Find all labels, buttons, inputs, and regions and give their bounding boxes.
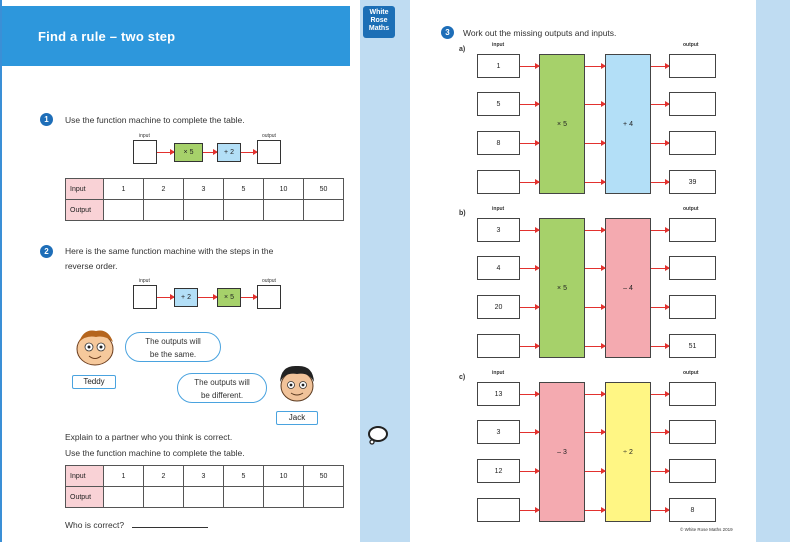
- q1-input-box[interactable]: [133, 140, 157, 164]
- table-cell: 5: [224, 466, 264, 487]
- teddy-name-tag: Teddy: [72, 375, 116, 389]
- arrow-icon: [520, 104, 539, 105]
- table-cell: 50: [304, 466, 344, 487]
- arrow-icon: [585, 307, 605, 308]
- answer-output-cell[interactable]: [669, 256, 716, 280]
- answer-output-cell[interactable]: [669, 54, 716, 78]
- q3-output-label: output: [683, 42, 699, 48]
- answer-line[interactable]: [132, 527, 208, 528]
- arrow-icon: [520, 394, 539, 395]
- table-row: [66, 487, 344, 508]
- arrow-icon: [157, 152, 174, 153]
- right-margin-strip: [756, 0, 790, 542]
- question-number-2: 2: [40, 245, 53, 258]
- arrow-icon: [651, 66, 669, 67]
- answer-output-cell[interactable]: [669, 131, 716, 155]
- arrow-icon: [585, 66, 605, 67]
- page-title: Find a rule – two step: [38, 29, 176, 44]
- arrow-icon: [520, 471, 539, 472]
- q1-table: [65, 178, 344, 221]
- arrow-icon: [651, 432, 669, 433]
- answer-cell[interactable]: [264, 487, 304, 508]
- center-gutter: [360, 0, 410, 542]
- jack-name-tag: Jack: [276, 411, 318, 425]
- teddy-speech-line2: be the same.: [149, 350, 197, 359]
- arrow-icon: [585, 268, 605, 269]
- input-cell: 1: [477, 54, 520, 78]
- question-number-1: 1: [40, 113, 53, 126]
- arrow-icon: [585, 143, 605, 144]
- input-cell: 5: [477, 92, 520, 116]
- arrow-icon: [651, 182, 669, 183]
- q2-use-text: Use the function machine to complete the table.: [65, 448, 245, 458]
- function-step-1: – 3: [539, 382, 585, 522]
- q2-input-box[interactable]: [133, 285, 157, 309]
- answer-cell[interactable]: [104, 200, 144, 221]
- jack-speech-bubble: [177, 373, 267, 403]
- teddy-speech-line1: The outputs will: [145, 337, 201, 346]
- function-step-1: × 5: [539, 54, 585, 194]
- arrow-icon: [520, 432, 539, 433]
- table-cell: 2: [144, 466, 184, 487]
- arrow-icon: [585, 394, 605, 395]
- table-cell: 1: [104, 466, 144, 487]
- q2-step-add: + 2: [174, 288, 198, 307]
- input-cell: 3: [477, 218, 520, 242]
- answer-output-cell[interactable]: [669, 420, 716, 444]
- answer-cell[interactable]: [224, 200, 264, 221]
- answer-output-cell[interactable]: [669, 295, 716, 319]
- q1-row-input-label: Input: [66, 179, 104, 200]
- jack-speech-line2: be different.: [200, 391, 244, 400]
- teddy-speech-bubble: [125, 332, 221, 362]
- answer-output-cell[interactable]: [669, 459, 716, 483]
- arrow-icon: [241, 152, 257, 153]
- q1-output-label: output: [262, 133, 276, 139]
- q2-instruction-line2: reverse order.: [65, 261, 118, 271]
- answer-cell[interactable]: [144, 487, 184, 508]
- table-row: [66, 200, 344, 221]
- arrow-icon: [520, 230, 539, 231]
- q2-explain-text: Explain to a partner who you think is correct.: [65, 432, 233, 442]
- logo-text-2: Rose: [370, 17, 388, 24]
- q1-input-label: input: [139, 133, 150, 139]
- jack-speech-line1: The outputs will: [194, 378, 250, 387]
- question-number-3: 3: [441, 26, 454, 39]
- answer-output-cell[interactable]: [669, 92, 716, 116]
- answer-output-cell[interactable]: [669, 382, 716, 406]
- arrow-icon: [651, 143, 669, 144]
- q2-output-label: output: [262, 278, 276, 284]
- q2-instruction-line1: Here is the same function machine with the steps in the: [65, 246, 274, 256]
- arrow-icon: [651, 471, 669, 472]
- logo-text-3: Maths: [368, 25, 390, 32]
- answer-cell[interactable]: [184, 487, 224, 508]
- arrow-icon: [585, 346, 605, 347]
- table-cell: 2: [144, 179, 184, 200]
- q2-row-output-label: Output: [66, 487, 104, 508]
- table-cell: 3: [184, 179, 224, 200]
- q2-step-multiply: × 5: [217, 288, 241, 307]
- copyright-footer: © White Rose Maths 2019: [680, 527, 733, 532]
- arrow-icon: [520, 268, 539, 269]
- function-step-2: – 4: [605, 218, 651, 358]
- arrow-icon: [651, 510, 669, 511]
- white-rose-logo: [363, 6, 395, 38]
- q3-output-label: output: [683, 370, 699, 376]
- arrow-icon: [520, 182, 539, 183]
- output-cell: 51: [669, 334, 716, 358]
- q3-part-label: c): [459, 374, 466, 381]
- arrow-icon: [520, 143, 539, 144]
- q1-row-output-label: Output: [66, 200, 104, 221]
- q3-input-label: input: [492, 206, 505, 212]
- jack-face-icon: [275, 362, 319, 404]
- arrow-icon: [520, 510, 539, 511]
- arrow-icon: [203, 152, 217, 153]
- q1-output-box[interactable]: [257, 140, 281, 164]
- answer-output-cell[interactable]: [669, 218, 716, 242]
- function-step-2: + 4: [605, 54, 651, 194]
- function-step-2: ÷ 2: [605, 382, 651, 522]
- answer-cell[interactable]: [104, 487, 144, 508]
- table-cell: 3: [184, 466, 224, 487]
- arrow-icon: [651, 268, 669, 269]
- table-cell: 10: [264, 179, 304, 200]
- arrow-icon: [520, 307, 539, 308]
- table-cell: 1: [104, 179, 144, 200]
- arrow-icon: [651, 307, 669, 308]
- q2-table: [65, 465, 344, 508]
- input-cell: 8: [477, 131, 520, 155]
- q2-input-label: input: [139, 278, 150, 284]
- q2-row-input-label: Input: [66, 466, 104, 487]
- q1-step-add: + 2: [217, 143, 241, 162]
- arrow-icon: [651, 104, 669, 105]
- arrow-icon: [520, 66, 539, 67]
- arrow-icon: [520, 346, 539, 347]
- left-edge-strip: [0, 0, 2, 542]
- thought-bubble-icon: [366, 424, 390, 446]
- arrow-icon: [198, 297, 217, 298]
- arrow-icon: [241, 297, 257, 298]
- answer-cell[interactable]: [304, 200, 344, 221]
- arrow-icon: [585, 471, 605, 472]
- output-cell: 39: [669, 170, 716, 194]
- output-cell: 8: [669, 498, 716, 522]
- input-cell: 3: [477, 420, 520, 444]
- input-cell: 13: [477, 382, 520, 406]
- logo-text-1: White: [369, 9, 389, 16]
- arrow-icon: [585, 182, 605, 183]
- answer-cell[interactable]: [144, 200, 184, 221]
- q1-step-multiply: × 5: [174, 143, 203, 162]
- answer-input-cell[interactable]: [477, 334, 520, 358]
- arrow-icon: [651, 346, 669, 347]
- teddy-face-icon: [72, 326, 118, 368]
- arrow-icon: [585, 104, 605, 105]
- table-cell: 50: [304, 179, 344, 200]
- answer-cell[interactable]: [224, 487, 264, 508]
- arrow-icon: [585, 432, 605, 433]
- q3-instruction: Work out the missing outputs and inputs.: [463, 28, 617, 38]
- arrow-icon: [651, 230, 669, 231]
- input-cell: 4: [477, 256, 520, 280]
- answer-cell[interactable]: [184, 200, 224, 221]
- q3-part-label: b): [459, 210, 466, 217]
- function-step-1: × 5: [539, 218, 585, 358]
- arrow-icon: [585, 510, 605, 511]
- input-cell: 12: [477, 459, 520, 483]
- q3-input-label: input: [492, 370, 505, 376]
- arrow-icon: [651, 394, 669, 395]
- q1-instruction: Use the function machine to complete the table.: [65, 115, 245, 125]
- q3-part-label: a): [459, 46, 466, 53]
- arrow-icon: [585, 230, 605, 231]
- answer-cell[interactable]: [304, 487, 344, 508]
- q3-input-label: input: [492, 42, 505, 48]
- table-row: [66, 466, 344, 487]
- arrow-icon: [157, 297, 174, 298]
- table-cell: 5: [224, 179, 264, 200]
- table-cell: 10: [264, 466, 304, 487]
- q2-who-correct: Who is correct?: [65, 520, 125, 530]
- q3-output-label: output: [683, 206, 699, 212]
- table-row: [66, 179, 344, 200]
- q2-output-box[interactable]: [257, 285, 281, 309]
- answer-input-cell[interactable]: [477, 498, 520, 522]
- input-cell: 20: [477, 295, 520, 319]
- answer-cell[interactable]: [264, 200, 304, 221]
- answer-input-cell[interactable]: [477, 170, 520, 194]
